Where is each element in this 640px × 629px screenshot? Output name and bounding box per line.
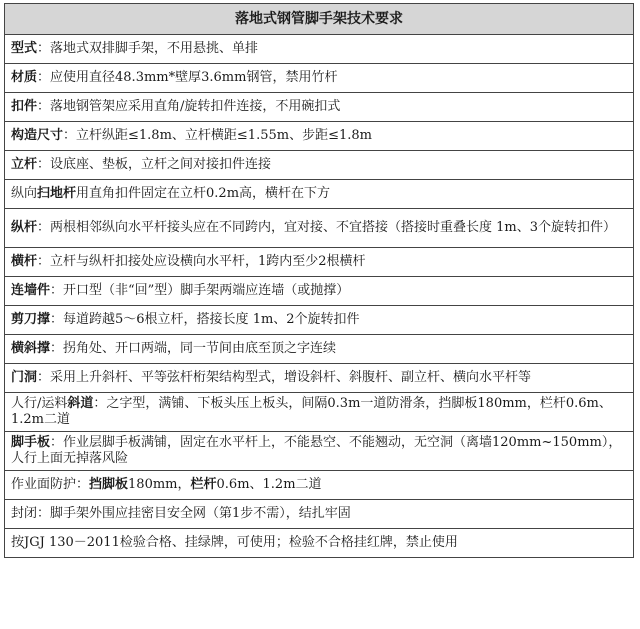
table-row [5,122,634,151]
row-scaffold-board: 脚手板：作业层脚手板满铺，固定在水平杆上，不能悬空、不能翘动，无空洞（离墙120mm~150mm），人行上面无掉落风险 [5,432,634,471]
table-row [5,35,634,64]
row-type: 型式：落地式双排脚手架，不用悬挑、单排 [5,35,634,64]
row-transverse-bar: 横杆：立杆与纵杆扣接处应设横向水平杆，1跨内至少2根横杆 [5,248,634,277]
row-wall-tie: 连墙件：开口型（非“回”型）脚手架两端应连墙（或抛撑） [5,277,634,306]
row-scissor-brace: 剪刀撑：每道跨越5～6根立杆，搭接长度 1m、2个旋转扣件 [5,306,634,335]
row-fastener: 扣件：落地钢管架应采用直角/旋转扣件连接，不用碗扣式 [5,93,634,122]
table-row [5,335,634,364]
table-row [5,209,634,248]
row-diagonal-brace: 横斜撑：拐角处、开口两端，同一节间由底至顶之字连续 [5,335,634,364]
spec-table-container [4,3,634,558]
row-work-protection: 作业面防护：挡脚板180mm，栏杆0.6m、1.2m二道 [5,471,634,500]
row-ramp: 人行/运料斜道：之字型，满铺、下板头压上板头，间隔0.3m一道防滑条，挡脚板180mm，栏杆0.6m、1.2m二道 [5,393,634,432]
table-row [5,180,634,209]
table-row [5,64,634,93]
row-enclosure: 封闭：脚手架外围应挂密目安全网（第1步不需），结扎牢固 [5,500,634,529]
row-inspection: 按JGJ 130－2011检验合格、挂绿牌，可使用；检验不合格挂红牌，禁止使用 [5,529,634,558]
table-row [5,364,634,393]
spec-table [4,3,634,558]
row-material: 材质：应使用直径48.3mm*壁厚3.6mm钢管，禁用竹杆 [5,64,634,93]
table-row [5,151,634,180]
table-row [5,500,634,529]
table-row [5,529,634,558]
row-sweep-bar: 纵向扫地杆用直角扣件固定在立杆0.2m高，横杆在下方 [5,180,634,209]
table-row [5,248,634,277]
row-doorway: 门洞：采用上升斜杆、平等弦杆桁架结构型式，增设斜杆、斜腹杆、副立杆、横向水平杆等 [5,364,634,393]
row-upright: 立杆：设底座、垫板，立杆之间对接扣件连接 [5,151,634,180]
table-row [5,471,634,500]
table-row [5,277,634,306]
table-header-row [5,4,634,35]
table-row [5,432,634,471]
row-longitudinal-bar: 纵杆：两根相邻纵向水平杆接头应在不同跨内，宜对接、不宜搭接（搭接时重叠长度 1m、3个旋转扣件） [5,209,634,248]
table-row [5,306,634,335]
table-title: 落地式钢管脚手架技术要求 [5,4,634,35]
table-row [5,393,634,432]
table-row [5,93,634,122]
row-dimensions: 构造尺寸：立杆纵距≤1.8m、立杆横距≤1.55m、步距≤1.8m [5,122,634,151]
